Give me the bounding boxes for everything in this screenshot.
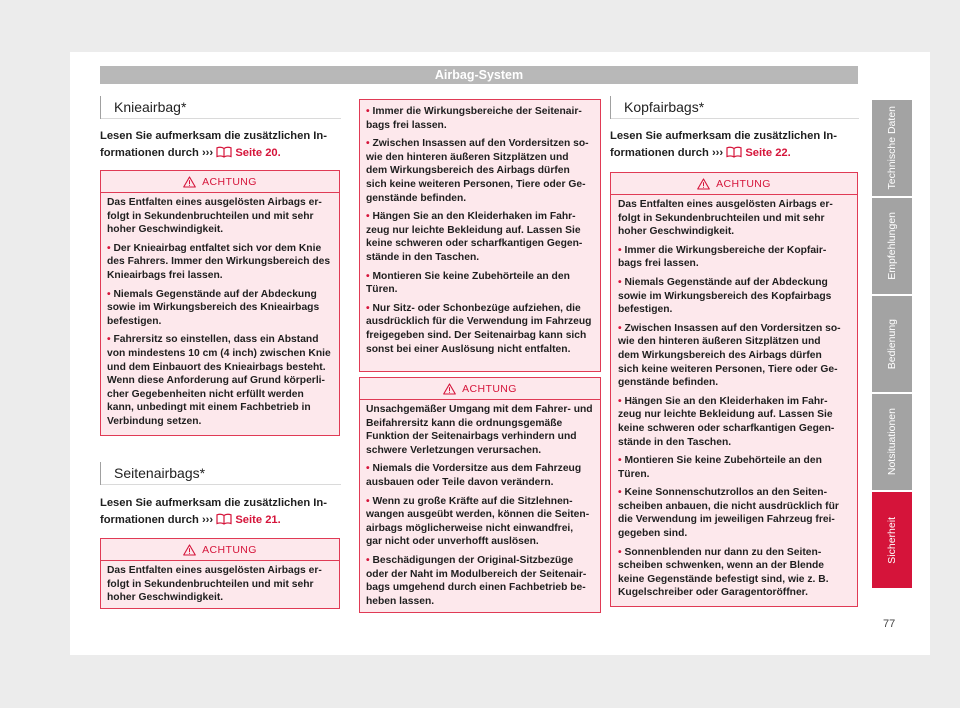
warning-bullet: • Zwischen Insassen auf den Vordersitzen so- wie den hinteren äußeren Sitzplätzen und dem Wirkungsbereich des Airbags dürfen sich keine weiteren Personen, Tiere oder Ge- genstände befinden. <box>618 322 857 390</box>
warning-bullet: • Niemals Gegenstände auf der Abdeckung sowie im Wirkungsbereich des Kopfairbags befestigen. <box>618 276 857 317</box>
warning-bullet: • Hängen Sie an den Kleiderhaken im Fahr- zeug nur leichte Bekleidung auf. Lassen Sie keine schweren oder scharfkantigen Gegen- stände in den Taschen. <box>618 395 857 449</box>
tab-label: Empfehlungen <box>886 212 898 280</box>
warning-label: ACHTUNG <box>202 175 257 188</box>
warning-bullet: • Sonnenblenden nur dann zu den Seiten- scheiben schwenken, wenn an der Blende keine Gegenstände befestigt sind, wie z. B. Kugelschreiber oder Garagentoröffner. <box>618 546 857 600</box>
chapter-header <box>100 66 858 84</box>
warning-text: Unsachgemäßer Umgang mit dem Fahrer- und Beifahrersitz kann die ordnungsgemäße Funktion der Seitenairbags verhindern und schwere Verletzungen verursachen. <box>366 404 593 456</box>
warning-header <box>101 171 339 193</box>
warning-triangle-icon <box>443 383 456 395</box>
warning-box-kopfairbags <box>610 172 858 607</box>
tab-label: Notsituationen <box>886 408 898 476</box>
warning-box-seitenairbags-continued <box>359 99 601 372</box>
warning-header <box>360 378 600 400</box>
section-title: Seitenairbags* <box>114 465 206 481</box>
section-title: Kopfairbags* <box>624 99 705 115</box>
tab-sicherheit[interactable] <box>872 492 912 588</box>
page-reference-link[interactable]: Seite 21. <box>235 514 281 526</box>
intro-kopfairbags <box>610 128 858 162</box>
intro-line: Lesen Sie aufmerksam die zusätzlichen In- <box>610 130 837 142</box>
intro-text: formationen durch <box>610 147 709 159</box>
book-icon <box>216 513 232 525</box>
warning-bullet: • Fahrersitz so einstellen, dass ein Abstand von mindestens 10 cm (4 inch) zwischen Knie und dem Einbauort des Knieairbags besteht. Wenn diese Anforderung auf Grund körperli- cher Gegebenheiten nicht erfüllt werden kann, unbedingt mit einem Fachbetrieb in Verbindung setzen. <box>107 333 339 428</box>
warning-text: Das Entfalten eines ausgelösten Airbags er- folgt in Sekundenbruchteilen und mit sehr hoher Geschwindigkeit. <box>107 197 322 236</box>
warning-text: Das Entfalten eines ausgelösten Airbags er- folgt in Sekundenbruchteilen und mit sehr hoher Geschwindigkeit. <box>618 199 833 238</box>
warning-triangle-icon <box>183 176 196 188</box>
section-heading-knieairbag <box>100 96 341 119</box>
reference-arrow: ››› <box>201 514 214 526</box>
warning-header <box>611 173 857 195</box>
intro-seitenairbags <box>100 495 340 529</box>
warning-bullet: • Keine Sonnenschutzrollos an den Seiten- scheiben anbauen, die nicht ausdrücklich für die Verwendung im jeweiligen Fahrzeug frei- gegeben sind. <box>618 486 857 540</box>
page-reference-link[interactable]: Seite 20. <box>235 147 281 159</box>
intro-line <box>610 145 858 162</box>
tab-technische-daten[interactable] <box>872 100 912 196</box>
warning-triangle-icon <box>183 544 196 556</box>
warning-box-knieairbag <box>100 170 340 436</box>
section-title: Knieairbag* <box>114 99 187 115</box>
book-icon <box>726 146 742 158</box>
warning-label: ACHTUNG <box>716 177 771 190</box>
tab-empfehlungen[interactable] <box>872 198 912 294</box>
warning-header <box>101 539 339 561</box>
warning-box-seitenairbags <box>100 538 340 609</box>
warning-bullet: • Immer die Wirkungsbereiche der Seitenair- bags frei lassen. <box>366 105 600 132</box>
warning-bullet: • Hängen Sie an den Kleiderhaken im Fahr- zeug nur leichte Bekleidung auf. Lassen Sie keine schweren oder scharfkantigen Gegen- stände in den Taschen. <box>366 210 600 264</box>
intro-text: formationen durch <box>100 147 199 159</box>
warning-label: ACHTUNG <box>462 382 517 395</box>
page-number: 77 <box>883 618 896 630</box>
reference-arrow: ››› <box>711 147 724 159</box>
warning-label: ACHTUNG <box>202 543 257 556</box>
warning-bullet: • Wenn zu große Kräfte auf die Sitzlehnen- wangen ausgeübt werden, können die Seiten- airbags möglicherweise nicht einwandfrei, gar nicht oder unverhofft auslösen. <box>366 495 600 549</box>
tab-notsituationen[interactable] <box>872 394 912 490</box>
section-heading-seitenairbags <box>100 462 341 485</box>
tab-label: Sicherheit <box>886 516 898 564</box>
tab-bedienung[interactable] <box>872 296 912 392</box>
book-icon <box>216 146 232 158</box>
warning-triangle-icon <box>697 178 710 190</box>
warning-text: Das Entfalten eines ausgelösten Airbags er- folgt in Sekundenbruchteilen und mit sehr hoher Geschwindigkeit. <box>107 565 322 604</box>
tab-label: Bedienung <box>886 318 898 370</box>
warning-bullet: • Niemals die Vordersitze aus dem Fahrzeug ausbauen oder Teile davon verändern. <box>366 462 600 489</box>
tab-label: Technische Daten <box>886 106 898 190</box>
intro-line <box>100 145 340 162</box>
warning-bullet: • Zwischen Insassen auf den Vordersitzen so- wie den hinteren äußeren Sitzplätzen und dem Wirkungsbereich des Airbags dürfen sich keine weiteren Personen, Tiere oder Ge- genstände befinden. <box>366 137 600 205</box>
warning-bullet: • Montieren Sie keine Zubehörteile an den Türen. <box>366 270 600 297</box>
intro-line <box>100 512 340 529</box>
intro-text: formationen durch <box>100 514 199 526</box>
warning-bullet: • Beschädigungen der Original-Sitzbezüge oder der Naht im Modulbereich der Seitenair- bags umgehend durch einen Fachbetrieb be- heben lassen. <box>366 554 600 608</box>
warning-bullet: • Immer die Wirkungsbereiche der Kopfair- bags frei lassen. <box>618 244 857 271</box>
warning-bullet: • Niemals Gegenstände auf der Abdeckung sowie im Wirkungsbereich des Knieairbags befestigen. <box>107 288 339 329</box>
page-reference-link[interactable]: Seite 22. <box>745 147 791 159</box>
intro-knieairbag <box>100 128 340 162</box>
section-heading-kopfairbags <box>610 96 859 119</box>
warning-bullet: • Der Knieairbag entfaltet sich vor dem Knie des Fahrers. Immer den Wirkungsbereich des Knieairbags frei lassen. <box>107 242 339 283</box>
warning-bullet: • Nur Sitz- oder Schonbezüge aufziehen, die ausdrücklich für die Verwendung im Fahrzeug freigegeben sind. Der Seitenairbag kann sich sonst bei einer Auslösung nicht entfalten. <box>366 302 600 356</box>
chapter-title: Airbag-System <box>434 68 524 82</box>
warning-bullet: • Montieren Sie keine Zubehörteile an den Türen. <box>618 454 857 481</box>
intro-line: Lesen Sie aufmerksam die zusätzlichen In- <box>100 130 327 142</box>
reference-arrow: ››› <box>201 147 214 159</box>
intro-line: Lesen Sie aufmerksam die zusätzlichen In- <box>100 497 327 509</box>
warning-box-seitenairbags-seats <box>359 377 601 613</box>
